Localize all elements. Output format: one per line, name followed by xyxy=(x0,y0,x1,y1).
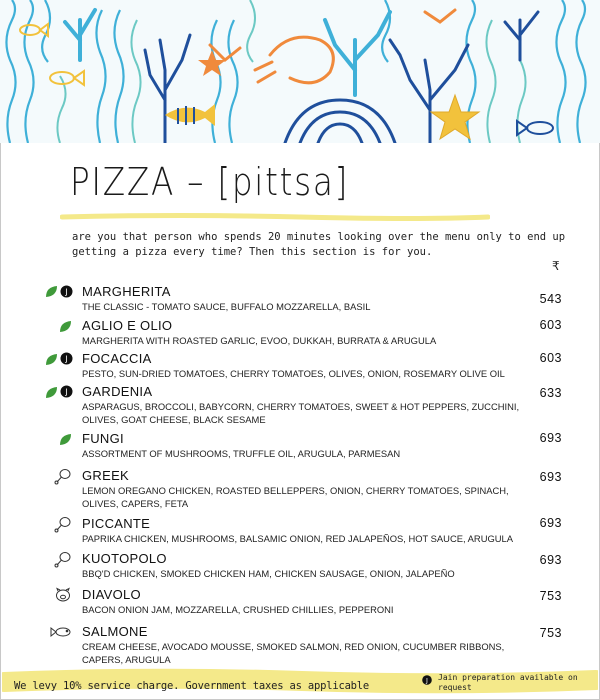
leaf-icon xyxy=(44,385,58,399)
item-price: 543 xyxy=(539,292,562,306)
item-price: 693 xyxy=(539,431,562,445)
leaf-icon xyxy=(58,319,72,333)
item-name: GREEK xyxy=(82,468,130,483)
item-name: PICCANTE xyxy=(82,516,151,531)
jain-icon xyxy=(60,352,73,365)
chicken-drumstick-icon xyxy=(54,516,72,534)
item-name: KUOTOPOLO xyxy=(82,551,167,566)
svg-text:J: J xyxy=(65,354,68,364)
item-name: DIAVOLO xyxy=(82,587,141,602)
page-title: PIZZA – [pittsa] xyxy=(70,160,350,204)
item-price: 603 xyxy=(539,351,562,365)
ocean-illustration-banner xyxy=(0,0,600,143)
item-price: 633 xyxy=(539,386,562,400)
item-description: MARGHERITA WITH ROASTED GARLIC, EVOO, DUKKAH, BURRATA & ARUGULA xyxy=(82,335,437,346)
leaf-icon xyxy=(44,352,58,366)
item-name: FUNGI xyxy=(82,431,124,446)
pig-icon xyxy=(54,587,72,603)
svg-text:J: J xyxy=(65,387,68,397)
item-description: PAPRIKA CHICKEN, MUSHROOMS, BALSAMIC ONION, RED JALAPEÑOS, HOT SAUCE, ARUGULA xyxy=(82,533,513,544)
item-description: BBQ'D CHICKEN, SMOKED CHICKEN HAM, CHICKEN SAUSAGE, ONION, JALAPEÑO xyxy=(82,568,455,579)
item-description: CREAM CHEESE, AVOCADO MOUSSE, SMOKED SALMON, RED ONION, CUCUMBER RIBBONS, CAPERS, ARUGULA xyxy=(82,641,505,665)
leaf-icon xyxy=(58,432,72,446)
jain-icon xyxy=(60,285,73,298)
item-price: 693 xyxy=(539,553,562,567)
item-price: 603 xyxy=(539,318,562,332)
svg-text:J: J xyxy=(426,676,428,685)
chicken-drumstick-icon xyxy=(54,468,72,486)
fish-icon xyxy=(50,626,72,638)
item-description: THE CLASSIC - TOMATO SAUCE, BUFFALO MOZZARELLA, BASIL xyxy=(82,301,371,312)
chicken-drumstick-icon xyxy=(54,551,72,569)
jain-icon xyxy=(422,675,432,685)
item-name: SALMONE xyxy=(82,624,148,639)
item-price: 693 xyxy=(539,470,562,484)
item-description: BACON ONION JAM, MOZZARELLA, CRUSHED CHILLIES, PEPPERONI xyxy=(82,604,394,615)
item-name: MARGHERITA xyxy=(82,284,171,299)
currency-symbol: ₹ xyxy=(552,259,560,273)
service-charge-note: We levy 10% service charge. Government taxes as applicable xyxy=(14,680,370,692)
item-description: ASSORTMENT OF MUSHROOMS, TRUFFLE OIL, ARUGULA, PARMESAN xyxy=(82,448,401,459)
item-description: ASPARAGUS, BROCCOLI, BABYCORN, CHERRY TOMATOES, SWEET & HOT PEPPERS, ZUCCHINI, OLIVES, GOAT CHEESE, BLACK SESAME xyxy=(82,401,520,425)
svg-text:J: J xyxy=(65,287,68,297)
jain-preparation-note: Jain preparation available on request xyxy=(438,673,578,692)
item-description: LEMON OREGANO CHICKEN, ROASTED BELLEPPERS, ONION, CHERRY TOMATOES, SPINACH, OLIVES, CAPERS, FETA xyxy=(82,485,509,509)
jain-icon xyxy=(60,385,73,398)
item-price: 753 xyxy=(539,589,562,603)
item-name: FOCACCIA xyxy=(82,351,152,366)
item-description: PESTO, SUN-DRIED TOMATOES, CHERRY TOMATOES, OLIVES, ONION, ROSEMARY OLIVE OIL xyxy=(82,368,505,379)
section-intro: are you that person who spends 20 minutes looking over the menu only to end up getting a pizza every time? Then this section is for you. xyxy=(72,231,566,258)
item-price: 753 xyxy=(539,626,562,640)
item-name: AGLIO E OLIO xyxy=(82,318,173,333)
item-price: 693 xyxy=(539,516,562,530)
item-name: GARDENIA xyxy=(82,384,153,399)
title-highlight-underline xyxy=(60,213,490,221)
